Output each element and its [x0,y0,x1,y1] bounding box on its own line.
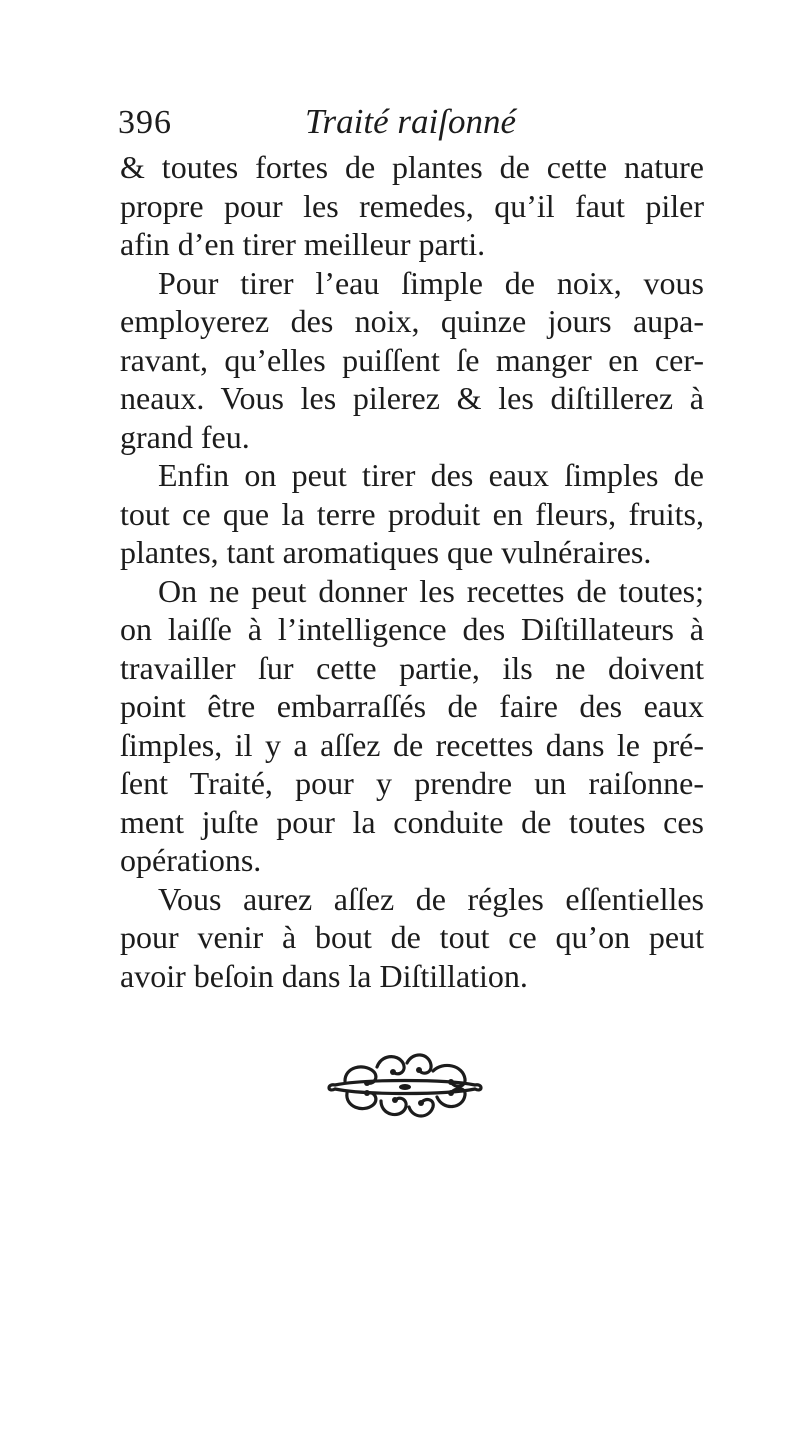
text-line: ſent Traité, pour y prendre un raiſonne- [120,765,704,801]
text-line: plantes, tant aromatiques que vulnéraires. [120,534,652,570]
text-line: neaux. Vous les pilerez & les diſtillerez à [120,380,704,416]
text-line: grand feu. [120,418,250,455]
text-line: On ne peut donner les recettes de toutes; [158,572,704,609]
text-line: employerez des noix, quinze jours aupa- [120,303,704,339]
text-line: tout ce que la terre produit en fleurs, fruits, [120,495,704,532]
text-line: ravant, qu’elles puiſſent ſe manger en cer- [120,341,704,378]
text-line: on laiſſe à l’intelligence des Diſtillateurs à [120,611,704,647]
printers-ornament-icon [325,1045,485,1125]
text-line: propre pour les remedes, qu’il faut piler [120,187,704,224]
text-line: ſimples, il y a aſſez de recettes dans le pré- [120,726,704,763]
text-line: Enfin on peut tirer des eaux ſimples de [158,457,704,493]
text-line: point être embarraſſés de faire des eaux [120,688,704,724]
text-line: opérations. [120,842,262,878]
text-body [120,148,704,995]
text-line: ment juſte pour la conduite de toutes ces [120,803,704,840]
text-line: pour venir à bout de tout ce qu’on peut [120,919,704,955]
running-title: Traité raiſonné [305,102,516,141]
text-line: Pour tirer l’eau ſimple de noix, vous [158,264,704,301]
text-line: afin d’en tirer meilleur parti. [120,226,486,262]
text-line: travailler ſur cette partie, ils ne doivent [120,649,704,686]
text-line: Vous aurez aſſez de régles eſſentielles [158,880,704,917]
page-number: 396 [118,104,172,141]
running-head [118,100,708,146]
text-line: & toutes fortes de plantes de cette nature [120,149,704,185]
text-line: avoir beſoin dans la Diſtillation. [120,957,528,994]
